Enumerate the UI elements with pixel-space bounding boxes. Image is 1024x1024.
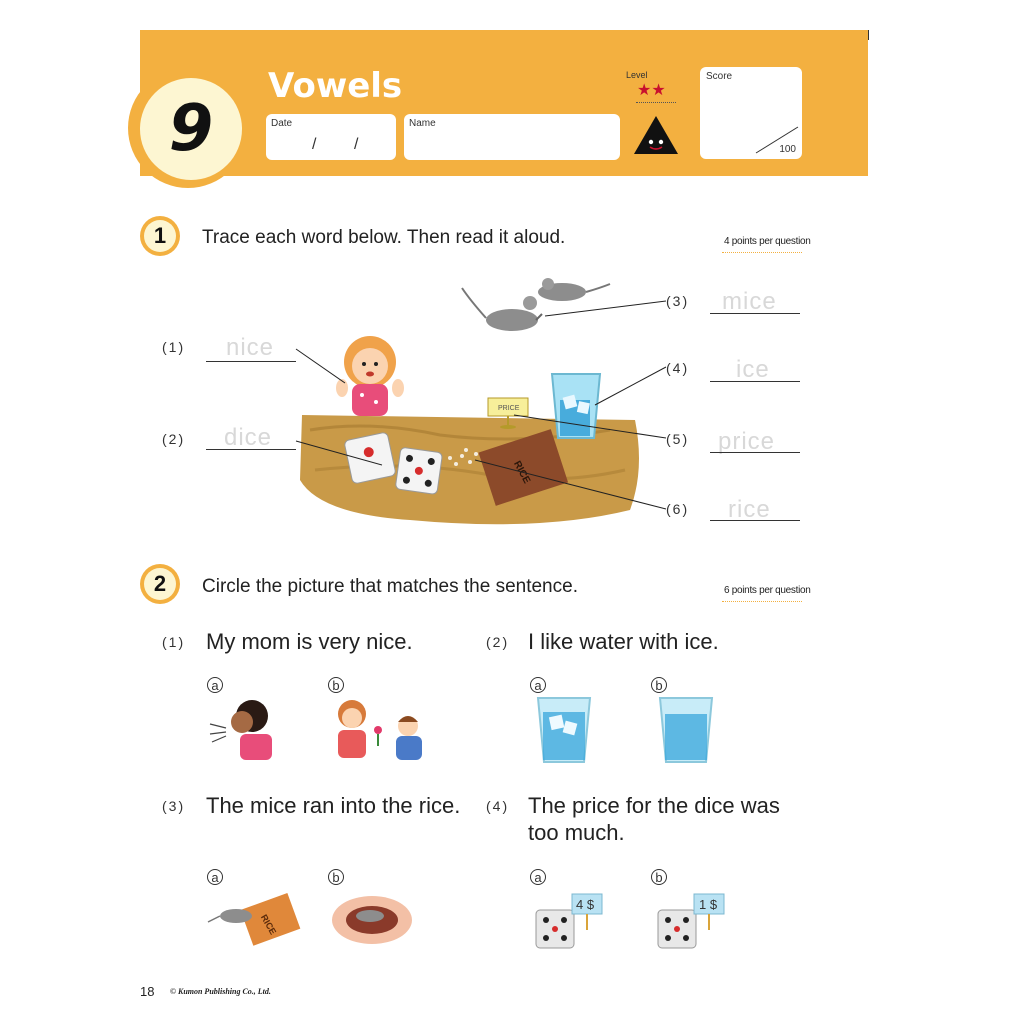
trace-word-price: price	[718, 428, 776, 455]
date-slash-2: /	[354, 136, 359, 153]
q4-option-b-dice-price-1[interactable]	[654, 890, 728, 954]
q1-option-a-sneezing-woman[interactable]	[204, 694, 284, 764]
q4-choice-a-label: a	[530, 869, 546, 885]
section-1-points: 4 points per question	[724, 236, 811, 247]
q3-choice-a-label: a	[207, 869, 223, 885]
trace-line[interactable]	[710, 520, 800, 521]
q4-choice-b-label: b	[651, 869, 667, 885]
trace-line[interactable]	[710, 313, 800, 314]
section-2-points: 6 points per question	[724, 585, 811, 596]
trace-line[interactable]	[206, 361, 296, 362]
q4-price-a-label: 4 $	[576, 897, 595, 912]
q3-choice-b-label: b	[328, 869, 344, 885]
q1-choice-a-label: a	[207, 677, 223, 693]
score-label: Score	[706, 71, 733, 82]
score-max: 100	[779, 144, 796, 155]
trace-item-4-number: (4)	[666, 360, 690, 376]
question-2-number: (2)	[486, 634, 510, 650]
q2-choice-a-label: a	[530, 677, 546, 693]
trace-line[interactable]	[710, 452, 800, 453]
trace-word-mice: mice	[722, 288, 777, 315]
page-number: 18	[140, 984, 155, 999]
price-tag-label: PRICE	[498, 405, 520, 412]
trace-line[interactable]	[206, 449, 296, 450]
unit-number: 9	[140, 78, 242, 180]
q2-choice-b-label: b	[651, 677, 667, 693]
section-1-instruction: Trace each word below. Then read it aloud.	[202, 227, 566, 248]
q4-option-a-dice-price-4[interactable]	[532, 890, 606, 954]
page-title: Vowels	[268, 66, 403, 106]
copyright: © Kumon Publishing Co., Ltd.	[170, 987, 271, 996]
trace-item-2-number: (2)	[162, 431, 186, 447]
q2-option-b-glass-without-ice[interactable]	[656, 694, 716, 766]
trace-word-dice: dice	[224, 424, 273, 451]
q3-option-b-mouse-in-hole[interactable]	[330, 890, 414, 950]
question-1-sentence: My mom is very nice.	[206, 629, 413, 654]
q1-option-b-girl-giving-flower[interactable]	[328, 694, 438, 764]
question-3-number: (3)	[162, 798, 186, 814]
date-label: Date	[271, 118, 293, 129]
q1-choice-b-label: b	[328, 677, 344, 693]
name-label: Name	[409, 118, 436, 129]
rice-bag-label: RICE	[511, 459, 533, 486]
section-2-number: 2	[144, 568, 176, 600]
section-2-instruction: Circle the picture that matches the sentence.	[202, 576, 578, 597]
q4-price-b-label: 1 $	[699, 897, 718, 912]
section-1-number: 1	[144, 220, 176, 252]
q3-rice-label: RICE	[258, 912, 279, 937]
question-3-sentence: The mice ran into the rice.	[206, 793, 461, 818]
trace-line[interactable]	[710, 381, 800, 382]
trace-word-ice: ice	[736, 356, 770, 383]
question-2-sentence: I like water with ice.	[528, 629, 719, 654]
q2-option-a-glass-with-ice[interactable]	[534, 694, 594, 766]
section-2-badge	[140, 564, 180, 604]
question-4-sentence-line1: The price for the dice was	[528, 793, 780, 818]
trace-item-5-number: (5)	[666, 431, 690, 447]
question-4-sentence-line2: too much.	[528, 820, 625, 845]
trace-item-6-number: (6)	[666, 501, 690, 517]
date-slash-1: /	[312, 136, 317, 153]
points-underline	[722, 601, 802, 602]
trace-word-nice: nice	[226, 334, 275, 361]
trace-item-3-number: (3)	[666, 293, 690, 309]
question-4-number: (4)	[486, 798, 510, 814]
level-label: Level	[626, 70, 648, 80]
trace-item-1-number: (1)	[162, 339, 186, 355]
q3-option-a-mouse-in-rice-bag[interactable]	[206, 888, 306, 948]
trace-word-rice: rice	[728, 496, 771, 523]
level-stars: ★★	[637, 82, 666, 99]
question-1-number: (1)	[162, 634, 186, 650]
